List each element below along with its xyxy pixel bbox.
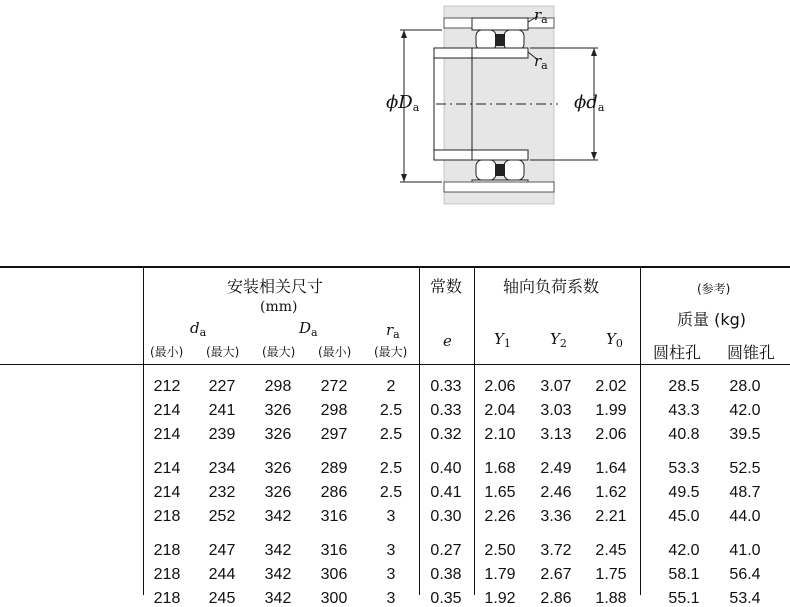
- table-cell: 316: [320, 508, 348, 525]
- col-da-label: $d_a$: [190, 319, 207, 339]
- table-cell: 2.10: [484, 426, 516, 443]
- table-cell: 3: [386, 566, 396, 583]
- table-cell: 342: [264, 590, 292, 607]
- table-cell: 1.88: [595, 590, 627, 607]
- table-cell: 326: [264, 460, 292, 477]
- table-cell: 2.67: [540, 566, 572, 583]
- table-cell: 218: [153, 508, 181, 525]
- table-cell: 2.50: [484, 542, 516, 559]
- mass-title: 质量 (kg): [677, 310, 746, 329]
- Da-min-label: (最小): [318, 345, 352, 359]
- table-cell: 2.5: [379, 426, 403, 443]
- install-dims-title: 安装相关尺寸: [227, 277, 324, 296]
- table-cell: 0.40: [430, 460, 462, 477]
- col-divider: [640, 366, 641, 595]
- table-cell: 3.36: [540, 508, 572, 525]
- col-cylindrical-bore: 圆柱孔: [653, 343, 702, 362]
- table-cell: 0.27: [430, 542, 462, 559]
- label-phi-da: $\phi d_a$: [574, 92, 605, 114]
- table-cell: 3: [386, 542, 396, 559]
- header-bottom-rule: [0, 364, 790, 365]
- table-cell: 55.1: [668, 590, 700, 607]
- table-cell: 214: [153, 484, 181, 501]
- table-cell: 2.06: [484, 378, 516, 395]
- table-cell: 298: [264, 378, 292, 395]
- table-cell: 297: [320, 426, 348, 443]
- label-ra-top: $r_a$: [534, 6, 548, 26]
- table-cell: 342: [264, 508, 292, 525]
- col-divider: [419, 268, 420, 366]
- table-cell: 232: [208, 484, 236, 501]
- reference-note: (参考): [697, 282, 731, 296]
- table-cell: 3.03: [540, 402, 572, 419]
- col-divider: [474, 366, 475, 595]
- table-cell: 1.64: [595, 460, 627, 477]
- axial-factor-title: 轴向负荷系数: [503, 277, 600, 296]
- table-cell: 1.92: [484, 590, 516, 607]
- label-ra-mid: $r_a$: [534, 52, 548, 72]
- da-min-label: (最小): [150, 345, 184, 359]
- table-cell: 2.5: [379, 402, 403, 419]
- table-cell: 44.0: [729, 508, 761, 525]
- table-cell: 3.72: [540, 542, 572, 559]
- col-Y2-label: $Y_2$: [550, 330, 567, 350]
- table-cell: 326: [264, 426, 292, 443]
- table-header: [0, 266, 790, 366]
- ra-max-label: (最大): [374, 345, 408, 359]
- table-cell: 0.41: [430, 484, 462, 501]
- table-cell: 306: [320, 566, 348, 583]
- table-cell: 241: [208, 402, 236, 419]
- table-cell: 2.86: [540, 590, 572, 607]
- table-cell: 272: [320, 378, 348, 395]
- table-cell: 286: [320, 484, 348, 501]
- table-cell: 218: [153, 542, 181, 559]
- table-cell: 252: [208, 508, 236, 525]
- table-cell: 3.13: [540, 426, 572, 443]
- table-cell: 298: [320, 402, 348, 419]
- table-cell: 3.07: [540, 378, 572, 395]
- table-cell: 28.0: [729, 378, 761, 395]
- table-cell: 2.5: [379, 484, 403, 501]
- table-cell: 214: [153, 402, 181, 419]
- table-cell: 45.0: [668, 508, 700, 525]
- col-tapered-bore: 圆锥孔: [727, 343, 776, 362]
- col-e-label: e: [443, 332, 452, 350]
- col-divider: [419, 366, 420, 595]
- table-cell: 1.62: [595, 484, 627, 501]
- table-cell: 316: [320, 542, 348, 559]
- table-cell: 1.65: [484, 484, 516, 501]
- table-cell: 52.5: [729, 460, 761, 477]
- table-cell: 218: [153, 590, 181, 607]
- table-cell: 227: [208, 378, 236, 395]
- table-cell: 214: [153, 426, 181, 443]
- table-cell: 244: [208, 566, 236, 583]
- Da-max-label: (最大): [262, 345, 296, 359]
- table-cell: 0.33: [430, 402, 462, 419]
- table-cell: 3: [386, 590, 396, 607]
- table-cell: 212: [153, 378, 181, 395]
- table-cell: 58.1: [668, 566, 700, 583]
- col-divider: [474, 268, 475, 366]
- table-cell: 0.35: [430, 590, 462, 607]
- col-Y1-label: $Y_1$: [494, 330, 511, 350]
- table-cell: 2.04: [484, 402, 516, 419]
- table-cell: 2.06: [595, 426, 627, 443]
- table-cell: 40.8: [668, 426, 700, 443]
- table-cell: 0.38: [430, 566, 462, 583]
- table-cell: 300: [320, 590, 348, 607]
- da-max-label: (最大): [206, 345, 240, 359]
- table-cell: 28.5: [668, 378, 700, 395]
- table-cell: 326: [264, 484, 292, 501]
- table-cell: 2.26: [484, 508, 516, 525]
- install-dims-unit: (mm): [260, 299, 298, 315]
- table-cell: 2.02: [595, 378, 627, 395]
- col-divider: [640, 268, 641, 366]
- table-cell: 0.33: [430, 378, 462, 395]
- table-cell: 239: [208, 426, 236, 443]
- table-cell: 39.5: [729, 426, 761, 443]
- const-title: 常数: [430, 277, 463, 296]
- table-cell: 53.4: [729, 590, 761, 607]
- table-cell: 56.4: [729, 566, 761, 583]
- bearing-mounting-diagram: [380, 0, 620, 210]
- table-cell: 0.30: [430, 508, 462, 525]
- col-Y0-label: $Y_0$: [606, 330, 623, 350]
- label-phi-Da: $\phi D_a$: [386, 92, 420, 114]
- table-cell: 342: [264, 542, 292, 559]
- table-body: [0, 366, 790, 607]
- table-cell: 2.46: [540, 484, 572, 501]
- top-rule: [0, 266, 790, 268]
- table-cell: 42.0: [668, 542, 700, 559]
- table-cell: 326: [264, 402, 292, 419]
- table-cell: 1.75: [595, 566, 627, 583]
- table-cell: 218: [153, 566, 181, 583]
- table-cell: 289: [320, 460, 348, 477]
- table-cell: 48.7: [729, 484, 761, 501]
- table-cell: 41.0: [729, 542, 761, 559]
- table-cell: 1.68: [484, 460, 516, 477]
- table-cell: 245: [208, 590, 236, 607]
- table-cell: 214: [153, 460, 181, 477]
- table-cell: 3: [386, 508, 396, 525]
- col-ra-label: $r_a$: [386, 321, 400, 341]
- table-cell: 42.0: [729, 402, 761, 419]
- table-cell: 1.79: [484, 566, 516, 583]
- col-Da-label: $D_a$: [299, 319, 318, 339]
- table-cell: 2.5: [379, 460, 403, 477]
- col-divider: [143, 366, 144, 595]
- table-cell: 49.5: [668, 484, 700, 501]
- table-cell: 0.32: [430, 426, 462, 443]
- table-cell: 2: [386, 378, 396, 395]
- col-divider: [143, 268, 144, 366]
- table-cell: 342: [264, 566, 292, 583]
- table-cell: 2.45: [595, 542, 627, 559]
- table-cell: 234: [208, 460, 236, 477]
- table-cell: 53.3: [668, 460, 700, 477]
- table-cell: 2.49: [540, 460, 572, 477]
- table-cell: 1.99: [595, 402, 627, 419]
- table-cell: 2.21: [595, 508, 627, 525]
- table-cell: 247: [208, 542, 236, 559]
- table-cell: 43.3: [668, 402, 700, 419]
